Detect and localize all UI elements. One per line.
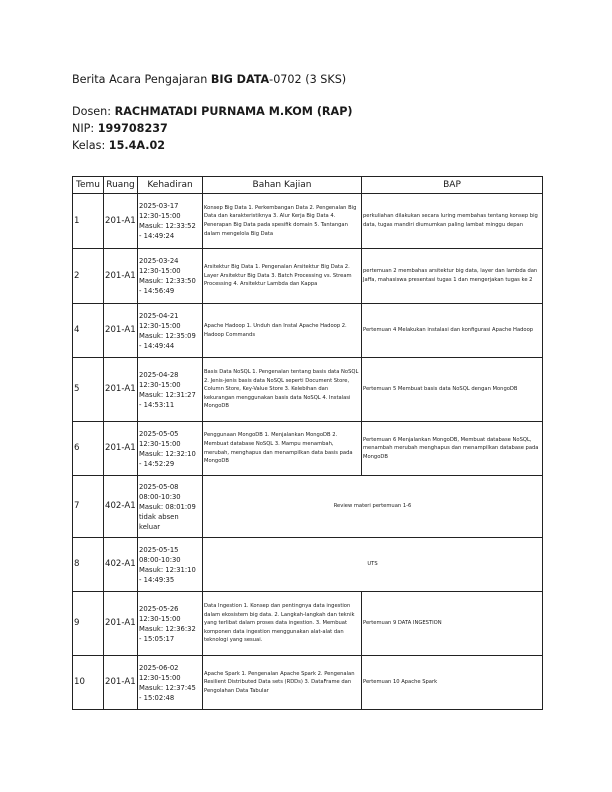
kehadiran-cell — [138, 358, 203, 422]
temu-cell: 9 — [73, 592, 104, 656]
kehadiran-cell — [138, 422, 203, 476]
attendance-time: 08:00-10:30 — [139, 492, 181, 501]
attendance-table — [72, 176, 543, 710]
table-row — [73, 422, 543, 476]
temu-cell: 2 — [73, 249, 104, 304]
attendance-date: 2025-04-28 — [139, 370, 179, 379]
kehadiran-cell — [138, 476, 203, 538]
class-line — [72, 137, 353, 154]
table-row — [73, 358, 543, 422]
attendance-out: - 14:56:49 — [139, 287, 175, 295]
temu-cell: 1 — [73, 194, 104, 249]
ruang-cell: 201-A1 — [104, 358, 138, 422]
temu-cell: 8 — [73, 538, 104, 592]
attendance-in: Masuk: 08:01:09 — [139, 502, 196, 511]
header-ruang: Ruang — [104, 177, 138, 194]
table-header-row — [73, 177, 543, 194]
document-header — [72, 72, 353, 154]
bap-cell: Pertemuan 5 Membuat basis data NoSQL dengan MongoDB — [362, 358, 543, 422]
attendance-in: Masuk: 12:31:27 — [139, 390, 196, 399]
dosen-value: RACHMATADI PURNAMA M.KOM (RAP) — [114, 105, 353, 118]
attendance-date: 2025-06-02 — [139, 663, 179, 672]
bap-cell: Pertemuan 9 DATA INGESTION — [362, 592, 543, 656]
attendance-out: - 14:49:24 — [139, 232, 175, 240]
temu-cell: 4 — [73, 304, 104, 358]
dosen-label: Dosen: — [72, 105, 112, 118]
attendance-time: 12:30-15:00 — [139, 321, 181, 330]
ruang-cell: 402-A1 — [104, 538, 138, 592]
ruang-cell: 201-A1 — [104, 304, 138, 358]
bap-cell: pertemuan 2 membahas arsitektur big data, layer dan lambda dan Jaffa, mahasiswa presentasi tugas 1 dan mengerjakan tugas ke 2 — [362, 249, 543, 304]
attendance-out: - 14:49:44 — [139, 341, 175, 350]
attendance-date: 2025-05-05 — [139, 429, 179, 438]
bahan-kajian-cell: Apache Hadoop 1. Unduh dan Instal Apache Hadoop 2. Hadoop Commands — [203, 304, 362, 358]
course-name: BIG DATA — [210, 73, 270, 86]
attendance-time: 12:30-15:00 — [139, 212, 181, 220]
attendance-out-2: keluar — [139, 522, 161, 531]
attendance-out: - 14:52:29 — [139, 459, 175, 468]
table-row — [73, 656, 543, 710]
bahan-kajian-cell: Apache Spark 1. Pengenalan Apache Spark 2. Pengenalan Resilient Distributed Data sets (RDDs) 3. DataFrame dan Pengolahan Data Tabular — [203, 656, 362, 710]
table-row — [73, 476, 543, 538]
header-temu: Temu — [73, 177, 104, 194]
kehadiran-cell — [138, 592, 203, 656]
attendance-out: - 15:05:17 — [139, 634, 175, 643]
attendance-date: 2025-03-17 — [139, 202, 179, 210]
attendance-in: Masuk: 12:31:10 — [139, 565, 196, 574]
attendance-out: tidak absen — [139, 512, 179, 521]
lecturer-line — [72, 103, 353, 120]
ruang-cell: 201-A1 — [104, 592, 138, 656]
attendance-date: 2025-05-15 — [139, 545, 179, 554]
attendance-in: Masuk: 12:36:32 — [139, 624, 196, 633]
attendance-date: 2025-05-26 — [139, 604, 179, 613]
attendance-time: 12:30-15:00 — [139, 380, 181, 389]
bahan-kajian-cell: Data Ingestion 1. Konsep dan pentingnya data ingestion dalam ekosistem big data. 2. Langkah-langkah dan teknik yang terlibat dalam proses data ingestion. 3. Membuat komponen data ingestion menggunakan alat-alat dan teknologi yang sesuai. — [203, 592, 362, 656]
bap-cell: Pertemuan 10 Apache Spark — [362, 656, 543, 710]
table-row — [73, 194, 543, 249]
document-title — [72, 72, 353, 88]
attendance-time: 12:30-15:00 — [139, 439, 181, 448]
ruang-cell: 201-A1 — [104, 249, 138, 304]
bahan-kajian-cell: Arsitektur Big Data 1. Pengenalan Arsitektur Big Data 2. Layer Arsitektur Big Data 3. Batch Processing vs. Stream Processing 4. Arsitektur Lambda dan Kappa — [203, 249, 362, 304]
ruang-cell: 402-A1 — [104, 476, 138, 538]
bahan-kajian-cell: Penggunaan MongoDB 1. Menjalankan MongoDB 2. Membuat database NoSQL 3. Mampu menambah, merubah, menghapus dan menampilkan data basis pada MongoDB — [203, 422, 362, 476]
nip-line — [72, 120, 353, 137]
kehadiran-cell — [138, 538, 203, 592]
nip-value: 199708237 — [97, 122, 168, 135]
table-row — [73, 592, 543, 656]
nip-separator: : — [90, 122, 95, 135]
attendance-in: Masuk: 12:35:09 — [139, 331, 196, 340]
attendance-time: 08:00-10:30 — [139, 555, 181, 564]
temu-cell: 7 — [73, 476, 104, 538]
attendance-time: 12:30-15:00 — [139, 614, 181, 623]
kehadiran-cell — [138, 249, 203, 304]
attendance-in: Masuk: 12:33:52 — [139, 222, 196, 230]
kelas-label: Kelas: — [72, 139, 106, 152]
kehadiran-cell — [138, 656, 203, 710]
bahan-kajian-cell: Basis Data NoSQL 1. Pengenalan tentang basis data NoSQL 2. Jenis-jenis basis data NoSQL seperti Document Store, Column Store, Key-Value Store 3. Kelebihan dan kekurangan menggunakan basis data NoSQL 4. Instalasi MongoDB — [203, 358, 362, 422]
kehadiran-cell — [138, 194, 203, 249]
table-row — [73, 249, 543, 304]
title-prefix: Berita Acara Pengajaran — [72, 73, 208, 86]
header-bap: BAP — [362, 177, 543, 194]
ruang-cell: 201-A1 — [104, 422, 138, 476]
table-row — [73, 304, 543, 358]
attendance-out: - 15:02:48 — [139, 693, 175, 702]
temu-cell: 10 — [73, 656, 104, 710]
kelas-value: 15.4A.02 — [108, 139, 166, 152]
table-row — [73, 538, 543, 592]
temu-cell: 6 — [73, 422, 104, 476]
attendance-out: - 14:53:11 — [139, 400, 175, 409]
merged-content-cell: UTS — [203, 538, 543, 592]
bap-cell: Pertemuan 6 Menjalankan MongoDB, Membuat database NoSQL, menambah merubah menghapus dan menampilkan database pada MongoDB — [362, 422, 543, 476]
kehadiran-cell — [138, 304, 203, 358]
nip-label: NIP — [72, 122, 91, 135]
merged-content-cell: Review materi pertemuan 1-6 — [203, 476, 543, 538]
bap-cell: perkuliahan dilakukan secara luring membahas tentang konsep big data, tugas mandiri diumumkan paling lambat minggu depan — [362, 194, 543, 249]
attendance-out: - 14:49:35 — [139, 575, 175, 584]
ruang-cell: 201-A1 — [104, 656, 138, 710]
attendance-time: 12:30-15:00 — [139, 673, 181, 682]
header-kehadiran: Kehadiran — [138, 177, 203, 194]
bap-cell: Pertemuan 4 Melakukan instalasi dan konfigurasi Apache Hadoop — [362, 304, 543, 358]
ruang-cell: 201-A1 — [104, 194, 138, 249]
header-bahan-kajian: Bahan Kajian — [203, 177, 362, 194]
attendance-date: 2025-05-08 — [139, 482, 179, 491]
attendance-time: 12:30-15:00 — [139, 267, 181, 275]
temu-cell: 5 — [73, 358, 104, 422]
attendance-in: Masuk: 12:32:10 — [139, 449, 196, 458]
attendance-date: 2025-04-21 — [139, 311, 179, 320]
attendance-in: Masuk: 12:37:45 — [139, 683, 196, 692]
bahan-kajian-cell: Konsep Big Data 1. Perkembangan Data 2. Pengenalan Big Data dan karakteristiknya 3. Alur Kerja Big Data 4. Penerapan Big Data pada spesifik domain 5. Tantangan dalam mengelola Big Data — [203, 194, 362, 249]
course-code: -0702 (3 SKS) — [269, 73, 347, 86]
attendance-date: 2025-03-24 — [139, 257, 179, 265]
attendance-in: Masuk: 12:33:50 — [139, 277, 196, 285]
